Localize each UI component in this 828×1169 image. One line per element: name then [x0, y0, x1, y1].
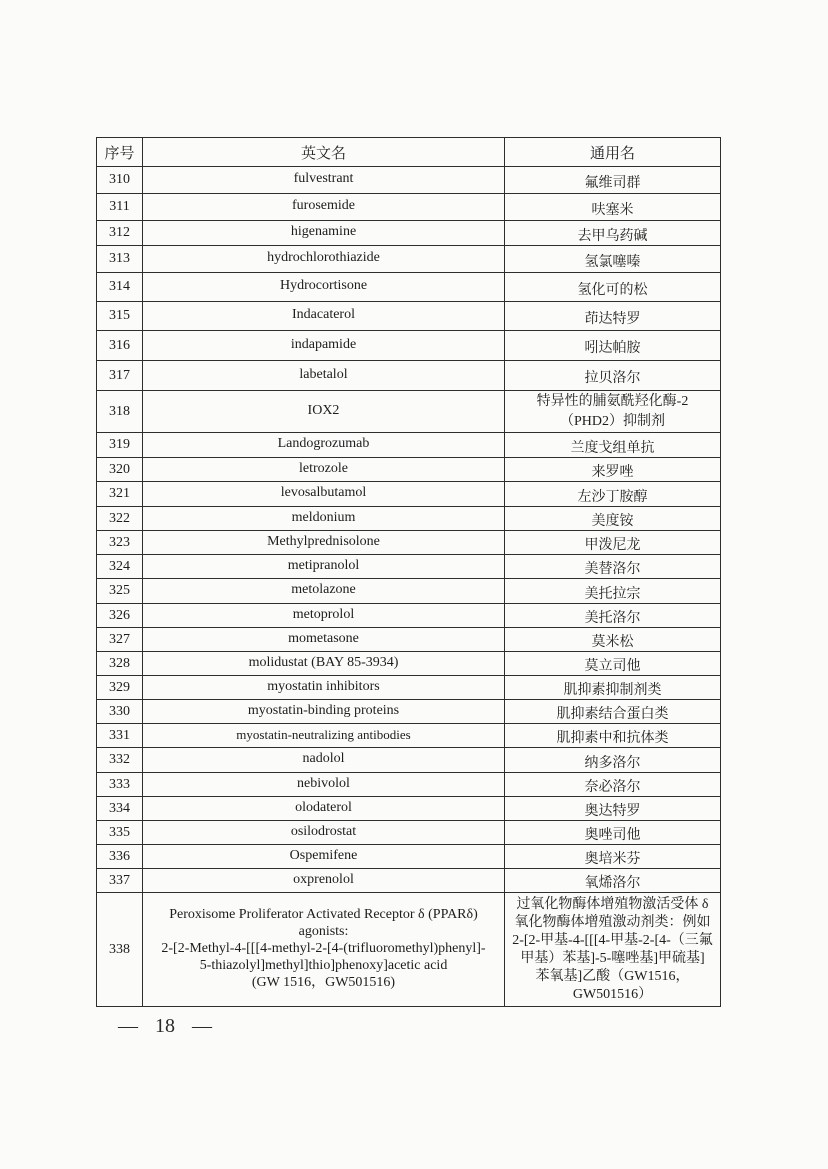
- cell-serial-number: 335: [97, 821, 143, 845]
- cell-common-name: 奥培米芬: [505, 845, 721, 869]
- cell-common-name: 去甲乌药碱: [505, 221, 721, 246]
- cell-english-name: indapamide: [143, 331, 505, 361]
- cell-serial-number: 316: [97, 331, 143, 361]
- cell-serial-number: 312: [97, 221, 143, 246]
- table-row: [97, 194, 721, 221]
- cell-serial-number: 326: [97, 604, 143, 628]
- cell-english-name: metolazone: [143, 579, 505, 604]
- english-name-line: Peroxisome Proliferator Activated Receptor δ (PPARδ): [169, 907, 478, 922]
- english-name-line: 2-[2-Methyl-4-[[[4-methyl-2-[4-(trifluoromethyl)phenyl]-: [161, 941, 486, 956]
- cell-english-name: myostatin inhibitors: [143, 676, 505, 700]
- cell-common-name: 奈必洛尔: [505, 773, 721, 797]
- cell-english-name: osilodrostat: [143, 821, 505, 845]
- cell-english-name: oxprenolol: [143, 869, 505, 893]
- table-row: [97, 433, 721, 458]
- english-name-line: agonists:: [298, 924, 349, 939]
- cell-english-name: myostatin-binding proteins: [143, 700, 505, 724]
- common-name-line: 特异性的脯氨酰羟化酶-2: [536, 393, 689, 409]
- cell-serial-number: 322: [97, 507, 143, 531]
- cell-english-name: nadolol: [143, 748, 505, 773]
- table-row: [97, 507, 721, 531]
- table-row: [97, 797, 721, 821]
- table-row: [97, 391, 721, 433]
- header-serial-number: 序号: [97, 138, 143, 167]
- table-row: [97, 845, 721, 869]
- table-row: [97, 361, 721, 391]
- cell-english-name: Landogrozumab: [143, 433, 505, 458]
- cell-common-name: 氧烯洛尔: [505, 869, 721, 893]
- common-name-line: 氧化物酶体增殖激动剂类：例如: [514, 915, 711, 930]
- cell-english-name: furosemide: [143, 194, 505, 221]
- cell-english-name: metipranolol: [143, 555, 505, 579]
- cell-serial-number: 338: [97, 893, 143, 1007]
- table-row: [97, 302, 721, 331]
- table-row: [97, 676, 721, 700]
- cell-common-name: 奥达特罗: [505, 797, 721, 821]
- cell-serial-number: 325: [97, 579, 143, 604]
- table-row: [97, 821, 721, 845]
- cell-serial-number: 314: [97, 273, 143, 302]
- cell-english-name: IOX2: [143, 391, 505, 433]
- cell-common-name: 肌抑素中和抗体类: [505, 724, 721, 748]
- cell-english-name: nebivolol: [143, 773, 505, 797]
- table-row: [97, 604, 721, 628]
- common-name-line: 甲基）苯基]-5-噻唑基]甲硫基]: [520, 951, 705, 966]
- table-row: [97, 869, 721, 893]
- cell-common-name: 氟维司群: [505, 167, 721, 194]
- cell-serial-number: 320: [97, 458, 143, 482]
- cell-serial-number: 331: [97, 724, 143, 748]
- cell-common-name: 兰度戈组单抗: [505, 433, 721, 458]
- cell-serial-number: 321: [97, 482, 143, 507]
- table-row: [97, 773, 721, 797]
- cell-serial-number: 337: [97, 869, 143, 893]
- cell-serial-number: 327: [97, 628, 143, 652]
- cell-common-name: 氢氯噻嗪: [505, 246, 721, 273]
- common-name-line: （PHD2）抑制剂: [559, 413, 665, 429]
- table-row: [97, 167, 721, 194]
- table-row: [97, 246, 721, 273]
- common-name-line: 2-[2-甲基-4-[[[4-甲基-2-[4-（三氟: [512, 933, 713, 948]
- cell-serial-number: 313: [97, 246, 143, 273]
- table-row: [97, 331, 721, 361]
- cell-serial-number: 334: [97, 797, 143, 821]
- cell-common-name: 茚达特罗: [505, 302, 721, 331]
- cell-common-name: 甲泼尼龙: [505, 531, 721, 555]
- common-name-line: 苯氧基]乙酸（GW1516，: [535, 969, 690, 984]
- cell-common-name: 美度铵: [505, 507, 721, 531]
- cell-english-name: molidustat (BAY 85-3934): [143, 652, 505, 676]
- cell-serial-number: 324: [97, 555, 143, 579]
- common-name-line: GW501516）: [572, 987, 653, 1002]
- cell-common-name: 肌抑素结合蛋白类: [505, 700, 721, 724]
- cell-english-name: myostatin-neutralizing antibodies: [143, 724, 505, 748]
- table-row: [97, 531, 721, 555]
- cell-english-name: mometasone: [143, 628, 505, 652]
- cell-common-name: 左沙丁胺醇: [505, 482, 721, 507]
- cell-english-name: higenamine: [143, 221, 505, 246]
- cell-serial-number: 315: [97, 302, 143, 331]
- cell-common-name: 莫立司他: [505, 652, 721, 676]
- cell-common-name: 氢化可的松: [505, 273, 721, 302]
- cell-serial-number: 332: [97, 748, 143, 773]
- cell-english-name: Indacaterol: [143, 302, 505, 331]
- cell-common-name: [505, 391, 721, 433]
- cell-english-name: [143, 893, 505, 1007]
- table-row: [97, 579, 721, 604]
- table-row: [97, 700, 721, 724]
- cell-english-name: labetalol: [143, 361, 505, 391]
- cell-serial-number: 336: [97, 845, 143, 869]
- cell-serial-number: 317: [97, 361, 143, 391]
- table-row: [97, 221, 721, 246]
- cell-english-name: fulvestrant: [143, 167, 505, 194]
- table-row: [97, 555, 721, 579]
- common-name-line: 过氧化物酶体增殖物激活受体 δ: [516, 897, 709, 912]
- cell-common-name: 肌抑素抑制剂类: [505, 676, 721, 700]
- cell-common-name: 美替洛尔: [505, 555, 721, 579]
- cell-english-name: hydrochlorothiazide: [143, 246, 505, 273]
- table-row: [97, 893, 721, 1007]
- page-number: — 18 —: [118, 1015, 212, 1037]
- cell-common-name: 莫米松: [505, 628, 721, 652]
- table-row: [97, 724, 721, 748]
- cell-serial-number: 310: [97, 167, 143, 194]
- cell-english-name: meldonium: [143, 507, 505, 531]
- cell-common-name: 美托拉宗: [505, 579, 721, 604]
- cell-common-name: 奥唑司他: [505, 821, 721, 845]
- table-row: [97, 458, 721, 482]
- cell-english-name: levosalbutamol: [143, 482, 505, 507]
- cell-common-name: 美托洛尔: [505, 604, 721, 628]
- cell-common-name: 呋塞米: [505, 194, 721, 221]
- cell-english-name: olodaterol: [143, 797, 505, 821]
- cell-serial-number: 328: [97, 652, 143, 676]
- cell-english-name: Ospemifene: [143, 845, 505, 869]
- cell-common-name: [505, 893, 721, 1007]
- cell-serial-number: 333: [97, 773, 143, 797]
- cell-common-name: 来罗唑: [505, 458, 721, 482]
- cell-english-name: Hydrocortisone: [143, 273, 505, 302]
- cell-common-name: 吲达帕胺: [505, 331, 721, 361]
- cell-serial-number: 330: [97, 700, 143, 724]
- header-common-name: 通用名: [505, 138, 721, 167]
- cell-serial-number: 323: [97, 531, 143, 555]
- table-row: [97, 482, 721, 507]
- cell-serial-number: 319: [97, 433, 143, 458]
- drug-list-table: [96, 137, 721, 1007]
- table-row: [97, 628, 721, 652]
- table-row: [97, 652, 721, 676]
- table-header-row: [97, 138, 721, 167]
- english-name-line: (GW 1516，GW501516): [251, 975, 396, 990]
- cell-common-name: 纳多洛尔: [505, 748, 721, 773]
- cell-serial-number: 311: [97, 194, 143, 221]
- header-english-name: 英文名: [143, 138, 505, 167]
- english-name-line: 5-thiazolyl]methyl]thio]phenoxy]acetic acid: [199, 958, 448, 973]
- table-row: [97, 748, 721, 773]
- cell-serial-number: 318: [97, 391, 143, 433]
- cell-english-name: Methylprednisolone: [143, 531, 505, 555]
- cell-english-name: metoprolol: [143, 604, 505, 628]
- cell-common-name: 拉贝洛尔: [505, 361, 721, 391]
- cell-english-name: letrozole: [143, 458, 505, 482]
- table-row: [97, 273, 721, 302]
- cell-serial-number: 329: [97, 676, 143, 700]
